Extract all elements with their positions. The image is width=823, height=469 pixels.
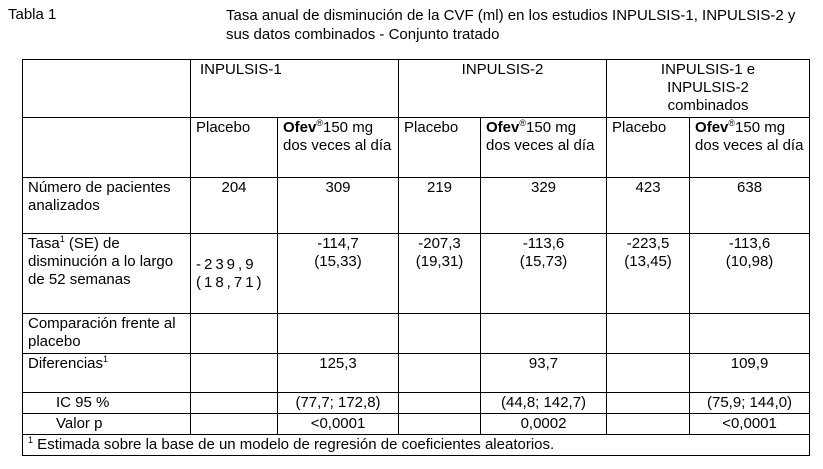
row-label: Comparación frente al placebo	[23, 314, 191, 354]
col-header-ofev	[481, 118, 607, 178]
registered-mark: ®	[519, 118, 527, 128]
rate-row	[23, 234, 810, 314]
ci-row	[23, 393, 810, 414]
row-label: IC 95 %	[23, 393, 191, 414]
group-header-inpulsis-2: INPULSIS-2	[399, 60, 607, 118]
drug-dose: 150 mg dos veces al día	[695, 119, 804, 154]
group-header-combined: INPULSIS-1 e INPULSIS-2 combinados	[607, 60, 810, 118]
header-empty-cell	[23, 118, 191, 178]
value-cell: -113,6 (10,98)	[690, 234, 810, 314]
value-cell: 638	[690, 178, 810, 234]
value-cell: 109,9	[690, 354, 810, 393]
value-cell: -239,9 (18,71)	[191, 234, 278, 314]
value-cell: 423	[607, 178, 690, 234]
group-header-row	[23, 60, 810, 118]
patients-row	[23, 178, 810, 234]
value-cell: (44,8; 142,7)	[481, 393, 607, 414]
footnote: $^1$ Estimada sobre la base de un modelo de regresión de coeficientes aleatorios.	[23, 435, 810, 456]
comparison-row	[23, 314, 810, 354]
table-label: Tabla 1	[8, 6, 57, 23]
table-title: Tasa anual de disminución de la CVF (ml) en los estudios INPULSIS-1, INPULSIS-2 y sus datos combinados - Conjunto tratado	[226, 7, 796, 43]
registered-mark: ®	[316, 118, 323, 128]
value-cell: 0,0002	[481, 414, 607, 435]
table-caption	[0, 6, 823, 46]
value-cell: 204	[191, 178, 278, 234]
group-header-inpulsis-1: INPULSIS-1	[191, 60, 399, 118]
differences-row	[23, 354, 810, 393]
treatment-header-row	[23, 118, 810, 178]
value-cell: 309	[278, 178, 399, 234]
row-label: Valor p	[23, 414, 191, 435]
value-cell: 125,3	[278, 354, 399, 393]
drug-name: Ofev	[486, 119, 520, 136]
col-header-placebo: Placebo	[399, 118, 481, 178]
value-cell: -113,6 (15,73)	[481, 234, 607, 314]
drug-name: Ofev	[695, 119, 729, 136]
header-empty-cell	[23, 60, 191, 118]
value-cell: (75,9; 144,0)	[690, 393, 810, 414]
row-label: Tasa$^1$ (SE) de disminución a lo largo de 52 semanas	[23, 234, 191, 314]
p-value-row	[23, 414, 810, 435]
results-table	[22, 59, 810, 456]
footnote-row	[23, 435, 810, 456]
value-cell: (77,7; 172,8)	[278, 393, 399, 414]
value-cell: -207,3 (19,31)	[399, 234, 481, 314]
registered-mark: ®	[728, 118, 736, 128]
value-cell: 329	[481, 178, 607, 234]
value-cell: <0,0001	[278, 414, 399, 435]
value-cell: -223,5 (13,45)	[607, 234, 690, 314]
value-cell: <0,0001	[690, 414, 810, 435]
drug-name: Ofev	[283, 119, 317, 136]
value-cell: -114,7 (15,33)	[278, 234, 399, 314]
value-cell: 93,7	[481, 354, 607, 393]
drug-dose: 150 mg dos veces al día	[283, 119, 392, 154]
drug-dose: 150 mg dos veces al día	[486, 119, 595, 154]
col-header-placebo: Placebo	[607, 118, 690, 178]
row-label: Número de pacientes analizados	[23, 178, 191, 234]
col-header-ofev	[690, 118, 810, 178]
value-cell: 219	[399, 178, 481, 234]
row-label: Diferencias$^1$	[23, 354, 191, 393]
col-header-ofev	[278, 118, 399, 178]
col-header-placebo: Placebo	[191, 118, 278, 178]
